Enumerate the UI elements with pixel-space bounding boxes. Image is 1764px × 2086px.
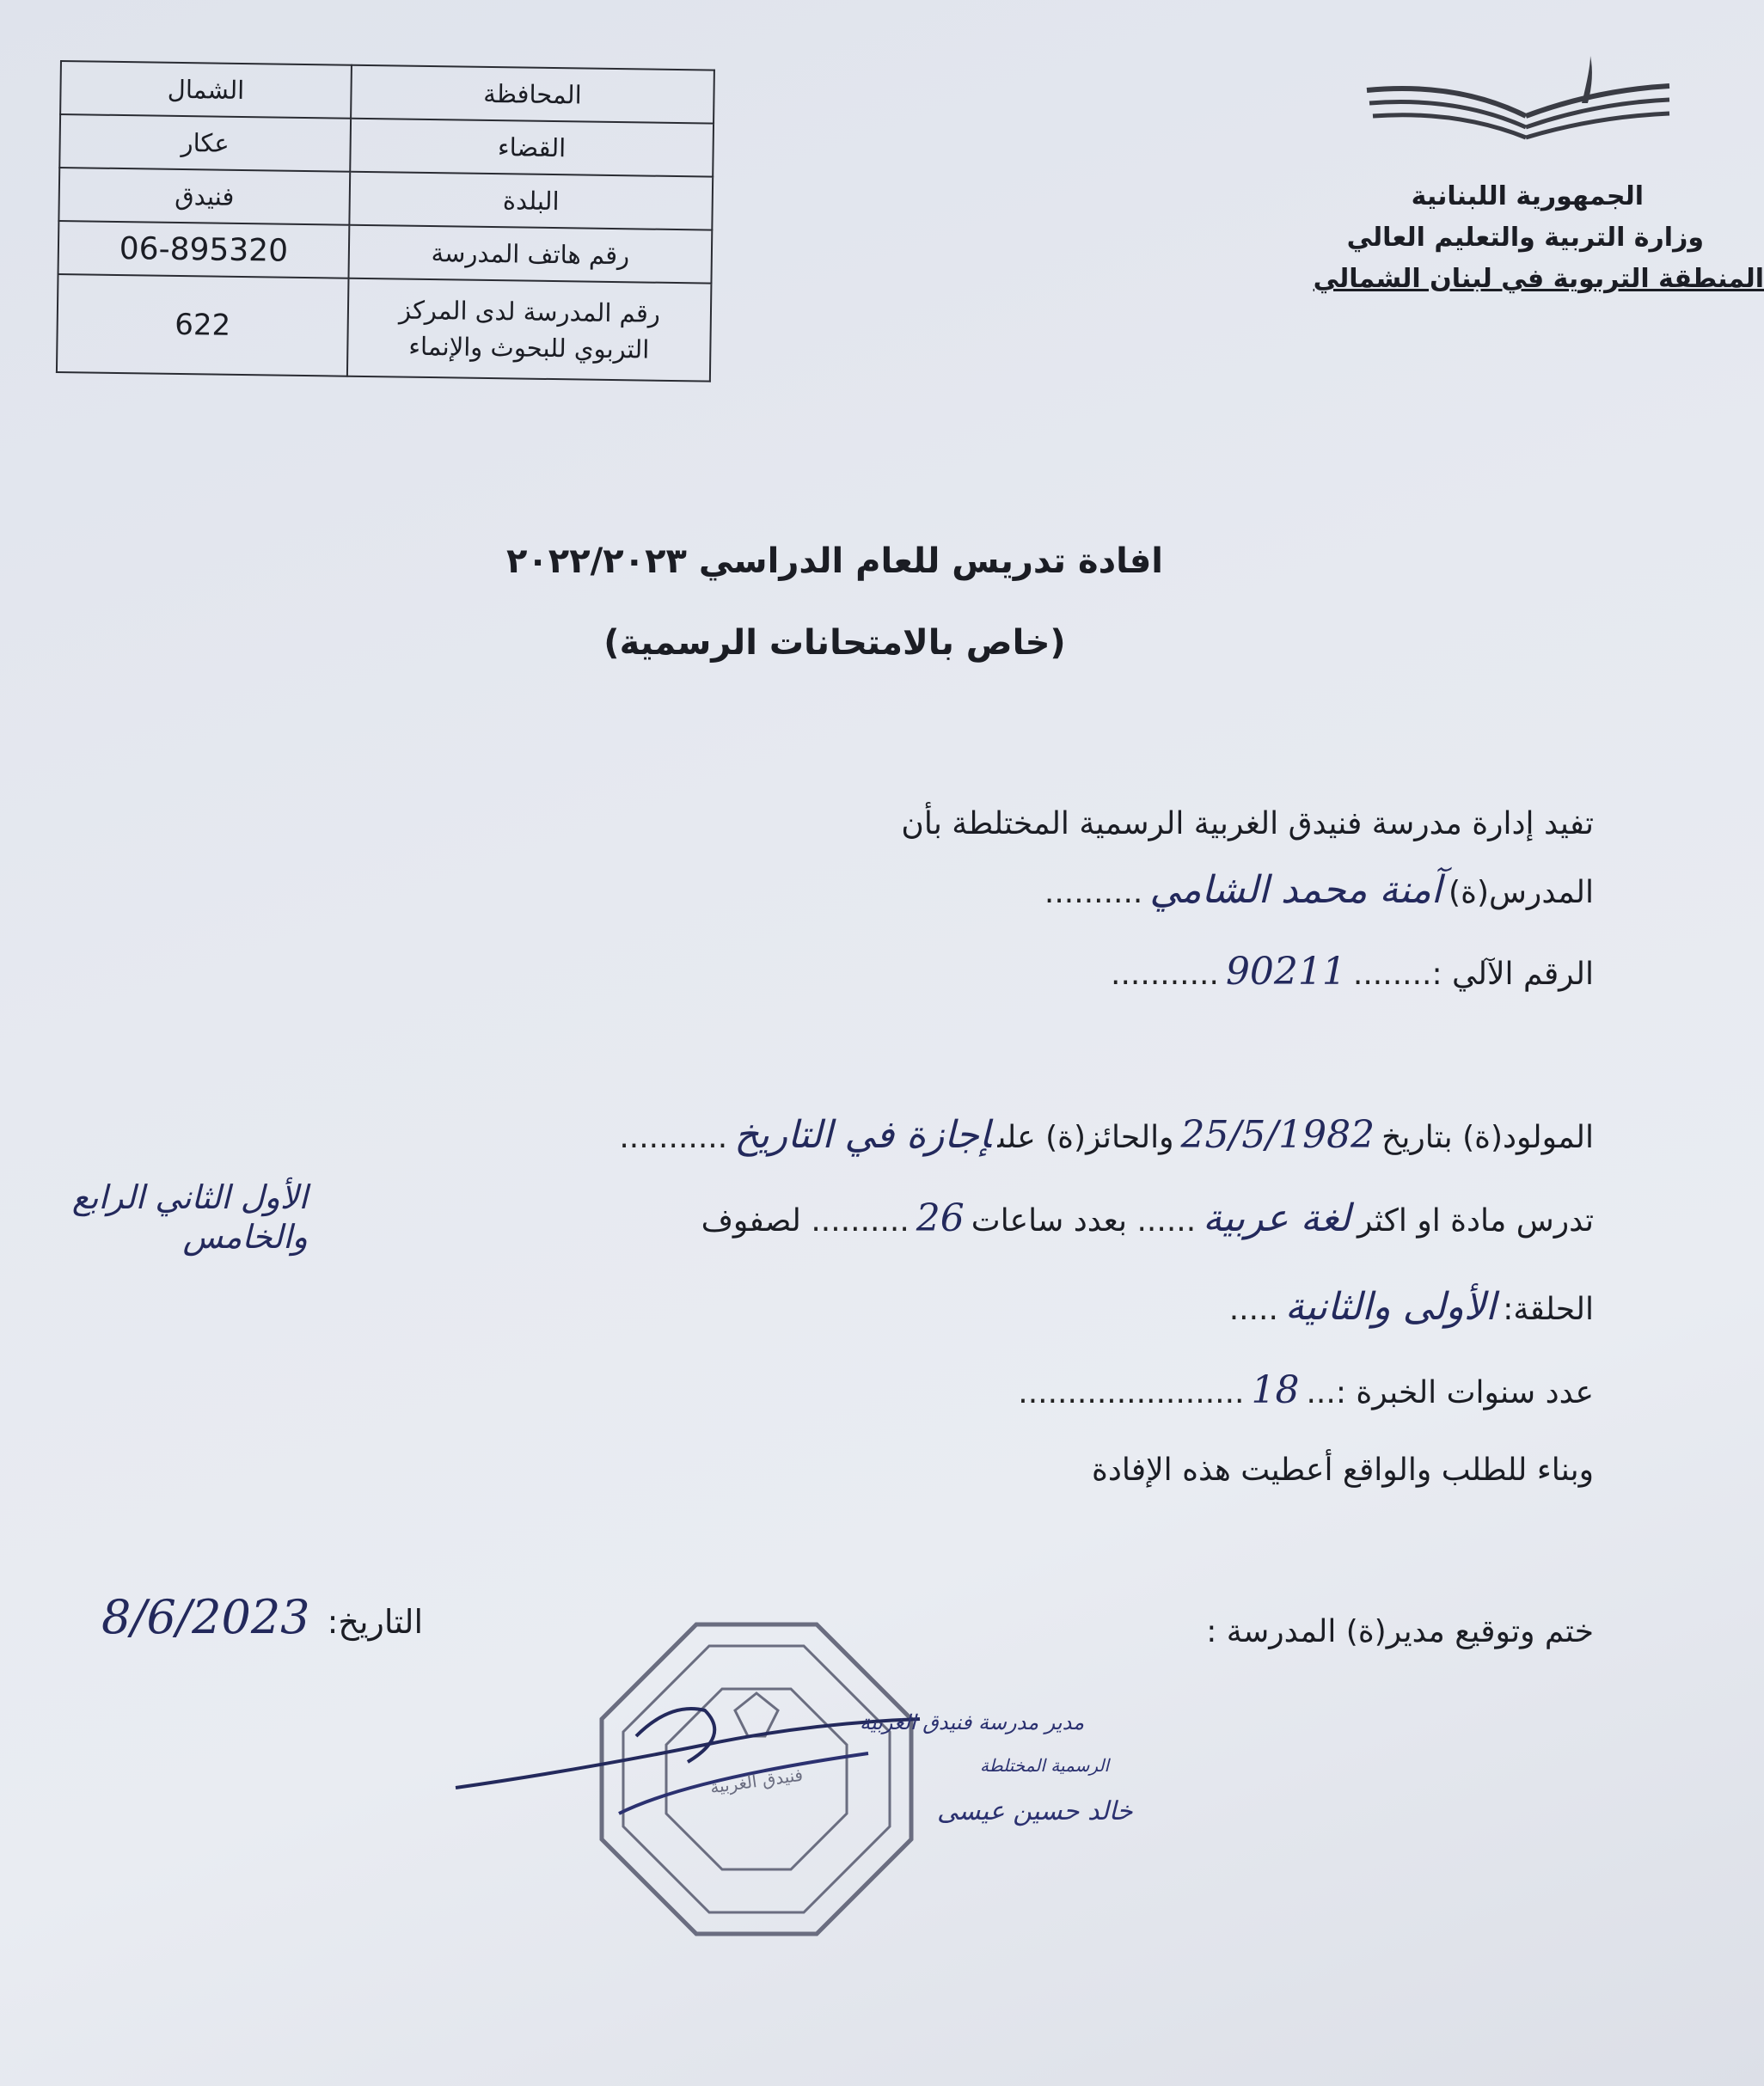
id-value: 90211	[1225, 950, 1346, 994]
dotted-fill: .....	[1228, 1292, 1278, 1327]
teacher-label: المدرس(ة)	[1449, 875, 1594, 910]
hours-value: 26	[916, 1196, 965, 1240]
header-line: المنطقة التربوية في لبنان الشمالي	[1313, 264, 1764, 294]
stamp-label: ختم وتوقيع مدير(ة) المدرسة :	[1206, 1614, 1594, 1649]
dotted-fill: ...........	[619, 1120, 728, 1155]
birth-value: 25/5/1982	[1180, 1113, 1375, 1157]
table-row	[58, 221, 713, 284]
table-row	[59, 114, 714, 177]
dotted-fill: ........	[1352, 957, 1432, 992]
cycle-label: الحلقة:	[1503, 1292, 1594, 1327]
document-subtitle: (خاص بالامتحانات الرسمية)	[603, 623, 1066, 663]
grades-value: الأول الثاني الرابع والخامس	[71, 1178, 308, 1256]
table-row	[57, 274, 712, 382]
intro-line	[901, 806, 1594, 841]
experience-label: عدد سنوات الخبرة :	[1335, 1375, 1594, 1410]
experience-line	[1018, 1368, 1594, 1412]
date-value: 8/6/2023	[101, 1590, 310, 1644]
date-label: التاريخ:	[327, 1603, 424, 1641]
signature-line: الرسمية المختلطة	[980, 1755, 1110, 1776]
dotted-fill: .......................	[1018, 1375, 1245, 1410]
info-label: البلدة	[349, 172, 713, 230]
ministry-header	[1308, 176, 1764, 300]
header-line: الجمهورية اللبنانية	[1411, 181, 1644, 211]
closing-line	[1092, 1453, 1594, 1488]
signature-line: مدير مدرسة فنيدق الغربية	[860, 1710, 1085, 1734]
school-info-table	[56, 60, 715, 382]
grades-label: لصفوف	[701, 1203, 801, 1239]
subject-label: تدرس مادة او اكثر	[1357, 1203, 1594, 1239]
dotted-fill: ......	[1136, 1203, 1197, 1239]
stamp-line	[1206, 1614, 1594, 1649]
experience-value: 18	[1251, 1368, 1300, 1412]
table-row	[60, 61, 714, 124]
teacher-value: آمنة محمد الشامي	[1149, 868, 1442, 912]
info-value: فنيدق	[58, 168, 350, 225]
subject-value: لغة عربية	[1203, 1196, 1351, 1240]
id-label: الرقم الآلي :	[1431, 957, 1594, 992]
signature-line: خالد حسين عيسى	[937, 1796, 1133, 1826]
info-value: عكار	[59, 114, 351, 172]
signature-icon	[447, 1685, 928, 1822]
date-line	[95, 1590, 423, 1644]
info-label: القضاء	[350, 119, 714, 177]
info-label: المحافظة	[351, 65, 714, 124]
cycle-line	[1229, 1285, 1594, 1329]
stamp-text: فنيدق الغربية	[708, 1764, 805, 1798]
dotted-fill: ..........	[811, 1203, 910, 1239]
document-title: افادة تدريس للعام الدراسي ٢٠٢٢/٢٠٢٣	[505, 541, 1164, 581]
info-value: الشمال	[60, 61, 352, 119]
dotted-fill: ...	[1306, 1375, 1336, 1410]
subject-line	[701, 1196, 1594, 1240]
holder-value: إجازة في التاريخ	[734, 1113, 991, 1157]
ministry-logo-icon	[1363, 52, 1669, 146]
birth-label: المولود(ة) بتاريخ	[1381, 1120, 1594, 1155]
closing-text: وبناء للطلب والواقع أعطيت هذه الإفادة	[1092, 1453, 1594, 1488]
info-label: رقم هاتف المدرسة	[348, 225, 712, 284]
info-value: 622	[57, 274, 349, 376]
holder-label: والحائز(ة) على	[997, 1120, 1174, 1155]
teacher-line	[1044, 868, 1594, 912]
info-value: 06-895320	[58, 221, 350, 278]
info-label: رقم المدرسة لدى المركز التربوي للبحوث والإنماء	[347, 278, 712, 382]
dotted-fill: ..........	[1044, 875, 1143, 910]
intro-text: تفيد إدارة مدرسة فنيدق الغربية الرسمية المختلطة بأن	[901, 806, 1594, 841]
dotted-fill: ...........	[1111, 957, 1219, 992]
header-line: وزارة التربية والتعليم العالي	[1346, 223, 1704, 253]
birth-line	[619, 1113, 1594, 1157]
id-line	[1111, 950, 1594, 994]
table-row	[58, 168, 713, 230]
hours-label: بعدد ساعات	[971, 1203, 1128, 1239]
cycle-value: الأولى والثانية	[1284, 1285, 1497, 1329]
